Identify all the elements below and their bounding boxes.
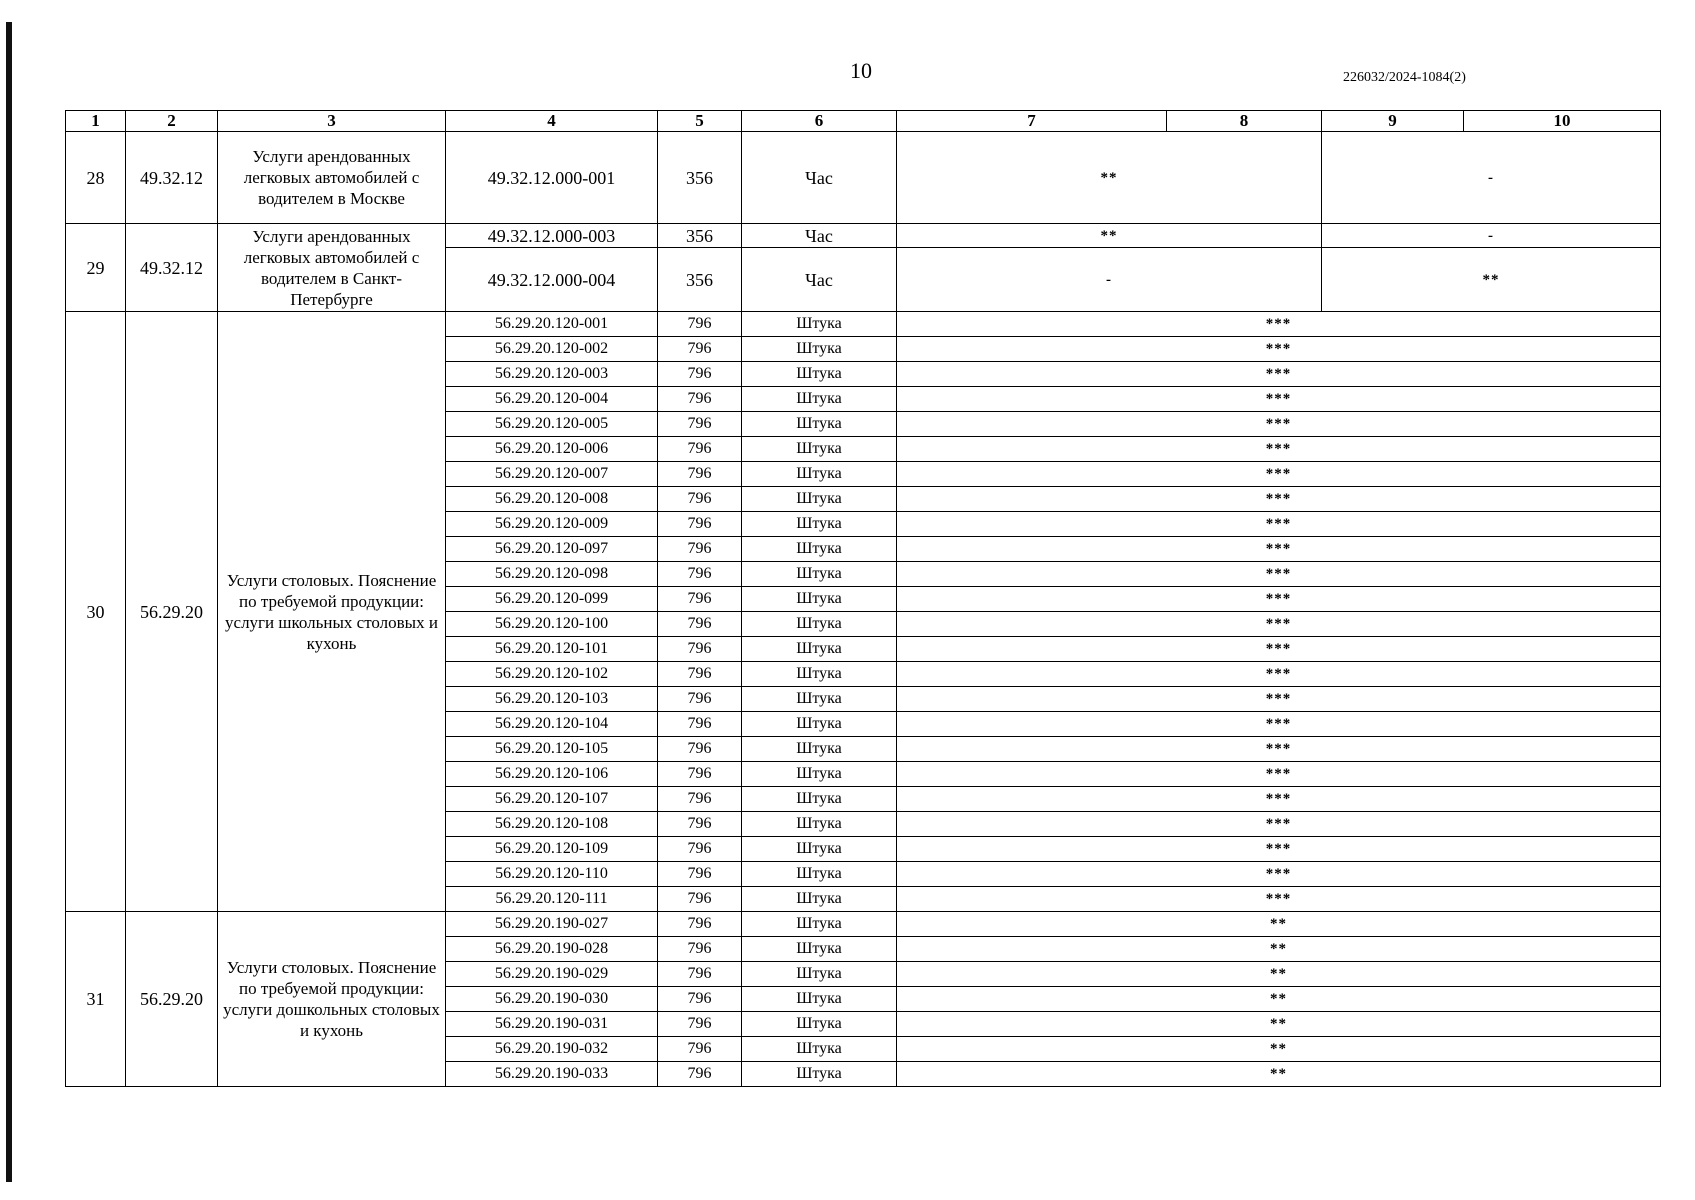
ktru-code: 56.29.20.120-106 — [446, 762, 658, 787]
mark-cols-7-10: *** — [897, 762, 1661, 787]
unit: Штука — [742, 837, 897, 862]
ktru-code: 56.29.20.120-102 — [446, 662, 658, 687]
okei-code: 796 — [658, 987, 742, 1012]
okei-code: 796 — [658, 612, 742, 637]
mark-cols-7-10: ** — [897, 912, 1661, 937]
unit: Час — [742, 248, 897, 312]
unit: Штука — [742, 787, 897, 812]
okei-code: 796 — [658, 437, 742, 462]
ktru-code: 56.29.20.120-103 — [446, 687, 658, 712]
unit: Штука — [742, 862, 897, 887]
mark-cols-7-10: *** — [897, 437, 1661, 462]
page-number: 10 — [850, 58, 872, 83]
okei-code: 796 — [658, 1037, 742, 1062]
mark-cols-7-10: *** — [897, 487, 1661, 512]
okei-code: 796 — [658, 937, 742, 962]
okei-code: 796 — [658, 362, 742, 387]
mark-cols-7-10: *** — [897, 737, 1661, 762]
item-name: Услуги столовых. Пояснение по требуемой продукции: услуги дошкольных столовых и кухонь — [218, 912, 446, 1087]
unit: Штука — [742, 362, 897, 387]
register-table — [65, 110, 1661, 1087]
ktru-code: 56.29.20.120-003 — [446, 362, 658, 387]
unit: Штука — [742, 587, 897, 612]
mark-cols-7-10: *** — [897, 337, 1661, 362]
ktru-code: 56.29.20.120-105 — [446, 737, 658, 762]
mark-cols-7-10: ** — [897, 962, 1661, 987]
mark-cols-7-10: ** — [897, 1062, 1661, 1087]
mark-cols-7-10: ** — [897, 1037, 1661, 1062]
ktru-code: 56.29.20.120-109 — [446, 837, 658, 862]
ktru-code: 56.29.20.120-009 — [446, 512, 658, 537]
mark-cols-7-10: *** — [897, 537, 1661, 562]
ktru-code: 56.29.20.120-107 — [446, 787, 658, 812]
header-cell: 4 — [446, 111, 658, 132]
mark-cols-7-8: - — [897, 248, 1322, 312]
unit: Штука — [742, 987, 897, 1012]
mark-cols-7-10: *** — [897, 562, 1661, 587]
okei-code: 796 — [658, 637, 742, 662]
mark-cols-7-10: ** — [897, 937, 1661, 962]
mark-cols-7-10: *** — [897, 312, 1661, 337]
okei-code: 796 — [658, 537, 742, 562]
unit: Штука — [742, 412, 897, 437]
okei-code: 796 — [658, 837, 742, 862]
okei-code: 796 — [658, 1012, 742, 1037]
unit: Штука — [742, 512, 897, 537]
mark-cols-7-10: *** — [897, 512, 1661, 537]
mark-cols-7-10: *** — [897, 637, 1661, 662]
unit: Час — [742, 224, 897, 248]
unit: Штука — [742, 387, 897, 412]
unit: Штука — [742, 337, 897, 362]
header-cell: 3 — [218, 111, 446, 132]
row-number: 31 — [66, 912, 126, 1087]
ktru-code: 56.29.20.190-031 — [446, 1012, 658, 1037]
mark-cols-7-10: *** — [897, 462, 1661, 487]
header-cell: 2 — [126, 111, 218, 132]
ktru-code: 56.29.20.120-097 — [446, 537, 658, 562]
ktru-code: 56.29.20.120-104 — [446, 712, 658, 737]
header-cell: 8 — [1167, 111, 1322, 132]
okei-code: 796 — [658, 512, 742, 537]
mark-cols-7-10: *** — [897, 837, 1661, 862]
header-cell: 1 — [66, 111, 126, 132]
unit: Штука — [742, 537, 897, 562]
scan-edge — [6, 22, 12, 1182]
okei-code: 796 — [658, 712, 742, 737]
table-row — [66, 912, 1661, 937]
okpd-code: 56.29.20 — [126, 912, 218, 1087]
unit: Штука — [742, 887, 897, 912]
mark-cols-7-10: *** — [897, 812, 1661, 837]
mark-cols-7-10: *** — [897, 587, 1661, 612]
ktru-code: 49.32.12.000-004 — [446, 248, 658, 312]
unit: Штука — [742, 912, 897, 937]
ktru-code: 56.29.20.120-110 — [446, 862, 658, 887]
header-cell: 5 — [658, 111, 742, 132]
ktru-code: 56.29.20.120-099 — [446, 587, 658, 612]
okei-code: 796 — [658, 1062, 742, 1087]
okei-code: 356 — [658, 224, 742, 248]
okei-code: 796 — [658, 912, 742, 937]
ktru-code: 56.29.20.120-006 — [446, 437, 658, 462]
unit: Штука — [742, 687, 897, 712]
ktru-code: 56.29.20.120-005 — [446, 412, 658, 437]
okei-code: 796 — [658, 862, 742, 887]
header-row — [66, 111, 1661, 132]
mark-cols-7-10: *** — [897, 787, 1661, 812]
okei-code: 796 — [658, 762, 742, 787]
table-row — [66, 132, 1661, 224]
header-cell: 7 — [897, 111, 1167, 132]
row-number: 29 — [66, 224, 126, 312]
item-name: Услуги арендованных легковых автомобилей с водителем в Москве — [218, 132, 446, 224]
ktru-code: 56.29.20.190-029 — [446, 962, 658, 987]
document-id: 226032/2024-1084(2) — [1343, 70, 1466, 85]
ktru-code: 49.32.12.000-003 — [446, 224, 658, 248]
ktru-code: 56.29.20.120-001 — [446, 312, 658, 337]
okpd-code: 56.29.20 — [126, 312, 218, 912]
ktru-code: 56.29.20.190-028 — [446, 937, 658, 962]
ktru-code: 56.29.20.120-108 — [446, 812, 658, 837]
ktru-code: 49.32.12.000-001 — [446, 132, 658, 224]
okei-code: 796 — [658, 687, 742, 712]
header-cell: 6 — [742, 111, 897, 132]
ktru-code: 56.29.20.190-033 — [446, 1062, 658, 1087]
unit: Штука — [742, 737, 897, 762]
mark-cols-7-10: *** — [897, 712, 1661, 737]
okei-code: 796 — [658, 337, 742, 362]
okei-code: 796 — [658, 662, 742, 687]
okpd-code: 49.32.12 — [126, 132, 218, 224]
mark-cols-9-10: - — [1322, 132, 1661, 224]
unit: Штука — [742, 937, 897, 962]
unit: Штука — [742, 437, 897, 462]
ktru-code: 56.29.20.120-008 — [446, 487, 658, 512]
unit: Штука — [742, 637, 897, 662]
row-number: 28 — [66, 132, 126, 224]
mark-cols-7-10: *** — [897, 687, 1661, 712]
okpd-code: 49.32.12 — [126, 224, 218, 312]
unit: Штука — [742, 612, 897, 637]
unit: Штука — [742, 562, 897, 587]
unit: Час — [742, 132, 897, 224]
okei-code: 796 — [658, 737, 742, 762]
header-cell: 10 — [1464, 111, 1661, 132]
item-name: Услуги арендованных легковых автомобилей с водителем в Санкт-Петербурге — [218, 224, 446, 312]
mark-cols-7-10: *** — [897, 862, 1661, 887]
okei-code: 796 — [658, 562, 742, 587]
unit: Штука — [742, 1037, 897, 1062]
ktru-code: 56.29.20.190-027 — [446, 912, 658, 937]
okei-code: 796 — [658, 587, 742, 612]
mark-cols-7-10: *** — [897, 887, 1661, 912]
table-row — [66, 224, 1661, 248]
mark-cols-9-10: - — [1322, 224, 1661, 248]
unit: Штука — [742, 1012, 897, 1037]
okei-code: 796 — [658, 962, 742, 987]
okei-code: 796 — [658, 887, 742, 912]
ktru-code: 56.29.20.120-004 — [446, 387, 658, 412]
unit: Штука — [742, 812, 897, 837]
unit: Штука — [742, 462, 897, 487]
mark-cols-7-10: *** — [897, 612, 1661, 637]
okei-code: 796 — [658, 787, 742, 812]
mark-cols-7-10: *** — [897, 662, 1661, 687]
mark-cols-7-10: ** — [897, 987, 1661, 1012]
unit: Штука — [742, 762, 897, 787]
mark-cols-7-10: ** — [897, 1012, 1661, 1037]
ktru-code: 56.29.20.190-032 — [446, 1037, 658, 1062]
ktru-code: 56.29.20.120-098 — [446, 562, 658, 587]
okei-code: 796 — [658, 412, 742, 437]
unit: Штука — [742, 312, 897, 337]
unit: Штука — [742, 487, 897, 512]
okei-code: 796 — [658, 312, 742, 337]
mark-cols-7-10: *** — [897, 362, 1661, 387]
okei-code: 796 — [658, 462, 742, 487]
table-row — [66, 312, 1661, 337]
ktru-code: 56.29.20.120-100 — [446, 612, 658, 637]
okei-code: 796 — [658, 487, 742, 512]
row-number: 30 — [66, 312, 126, 912]
unit: Штука — [742, 712, 897, 737]
header-cell: 9 — [1322, 111, 1464, 132]
ktru-code: 56.29.20.120-111 — [446, 887, 658, 912]
ktru-code: 56.29.20.120-002 — [446, 337, 658, 362]
unit: Штука — [742, 1062, 897, 1087]
okei-code: 796 — [658, 812, 742, 837]
mark-cols-7-10: *** — [897, 412, 1661, 437]
mark-cols-7-10: *** — [897, 387, 1661, 412]
ktru-code: 56.29.20.120-101 — [446, 637, 658, 662]
mark-cols-9-10: ** — [1322, 248, 1661, 312]
okei-code: 356 — [658, 248, 742, 312]
mark-cols-7-8: ** — [897, 224, 1322, 248]
ktru-code: 56.29.20.190-030 — [446, 987, 658, 1012]
ktru-code: 56.29.20.120-007 — [446, 462, 658, 487]
unit: Штука — [742, 662, 897, 687]
item-name: Услуги столовых. Пояснение по требуемой продукции: услуги школьных столовых и кухонь — [218, 312, 446, 912]
mark-cols-7-8: ** — [897, 132, 1322, 224]
unit: Штука — [742, 962, 897, 987]
okei-code: 356 — [658, 132, 742, 224]
okei-code: 796 — [658, 387, 742, 412]
